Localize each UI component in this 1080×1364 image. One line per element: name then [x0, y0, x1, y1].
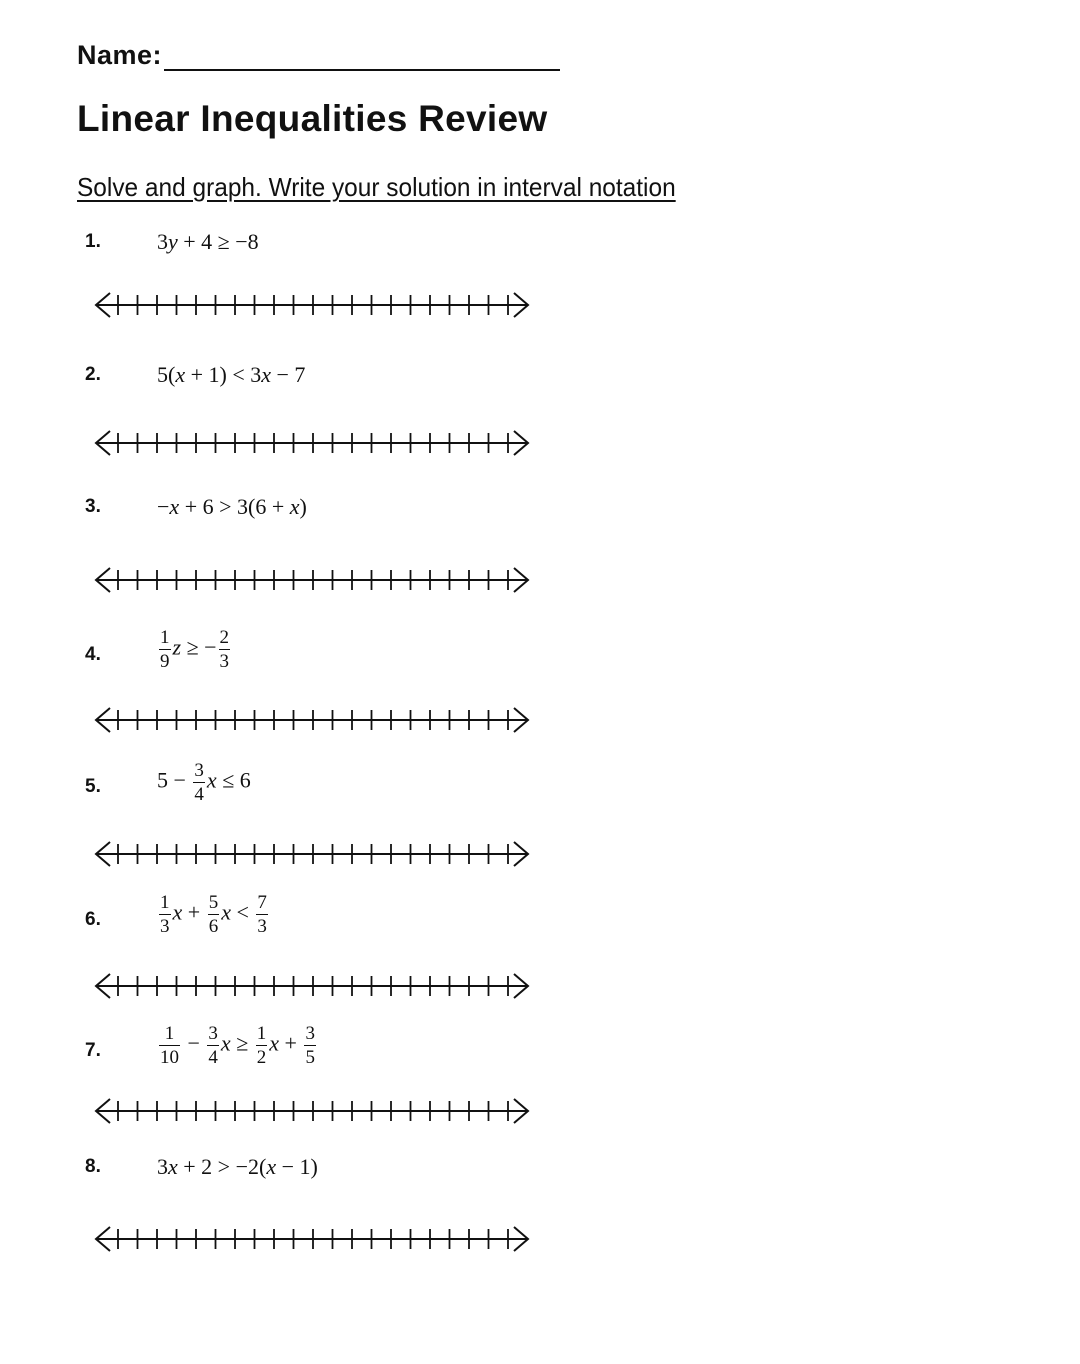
- problem-number: 7.: [85, 1040, 101, 1061]
- number-line[interactable]: [92, 834, 532, 874]
- page-title: Linear Inequalities Review: [77, 98, 548, 139]
- problem-number: 2.: [85, 364, 101, 385]
- problem-number: 8.: [85, 1156, 101, 1177]
- name-field: [77, 40, 560, 71]
- number-line[interactable]: [92, 1219, 532, 1259]
- number-line[interactable]: [92, 1091, 532, 1131]
- problem-4-inequality: $\frac{1}{9}$ z ≥ − $\frac{2}{3}$: [160, 627, 230, 672]
- problem-number: 4.: [85, 644, 101, 665]
- problem-1-inequality: 3y + 4 ≥ −8: [157, 229, 259, 254]
- number-line[interactable]: [92, 700, 532, 740]
- problem-8-inequality: 3x + 2 > −2(x − 1): [157, 1154, 318, 1179]
- problem-3-inequality: −x + 6 > 3(6 + x): [157, 494, 307, 519]
- number-line[interactable]: [92, 285, 532, 325]
- problem-6-inequality: $\frac{1}{3}$ x + $\frac{5}{6}$ x < $\frac{7}{3}$: [160, 892, 267, 937]
- number-line[interactable]: [92, 560, 532, 600]
- name-blank-line[interactable]: [164, 43, 560, 71]
- problem-5-inequality: 5 − $\frac{3}{4}$ x ≤ 6: [157, 760, 251, 805]
- number-line[interactable]: [92, 423, 532, 463]
- problem-number: 5.: [85, 776, 101, 797]
- problem-number: 1.: [85, 231, 101, 252]
- problem-number: 6.: [85, 909, 101, 930]
- number-line[interactable]: [92, 966, 532, 1006]
- problem-number: 3.: [85, 496, 101, 517]
- name-label: Name:: [77, 40, 163, 70]
- problem-2-inequality: 5(x + 1) < 3x − 7: [157, 362, 306, 387]
- problem-7-inequality: $\frac{1}{10}$ − $\frac{3}{4}$ x ≥ $\frac{1}{2}$ x + $\frac{3}{5}$: [160, 1023, 315, 1068]
- instructions: Solve and graph. Write your solution in interval notation: [77, 172, 676, 202]
